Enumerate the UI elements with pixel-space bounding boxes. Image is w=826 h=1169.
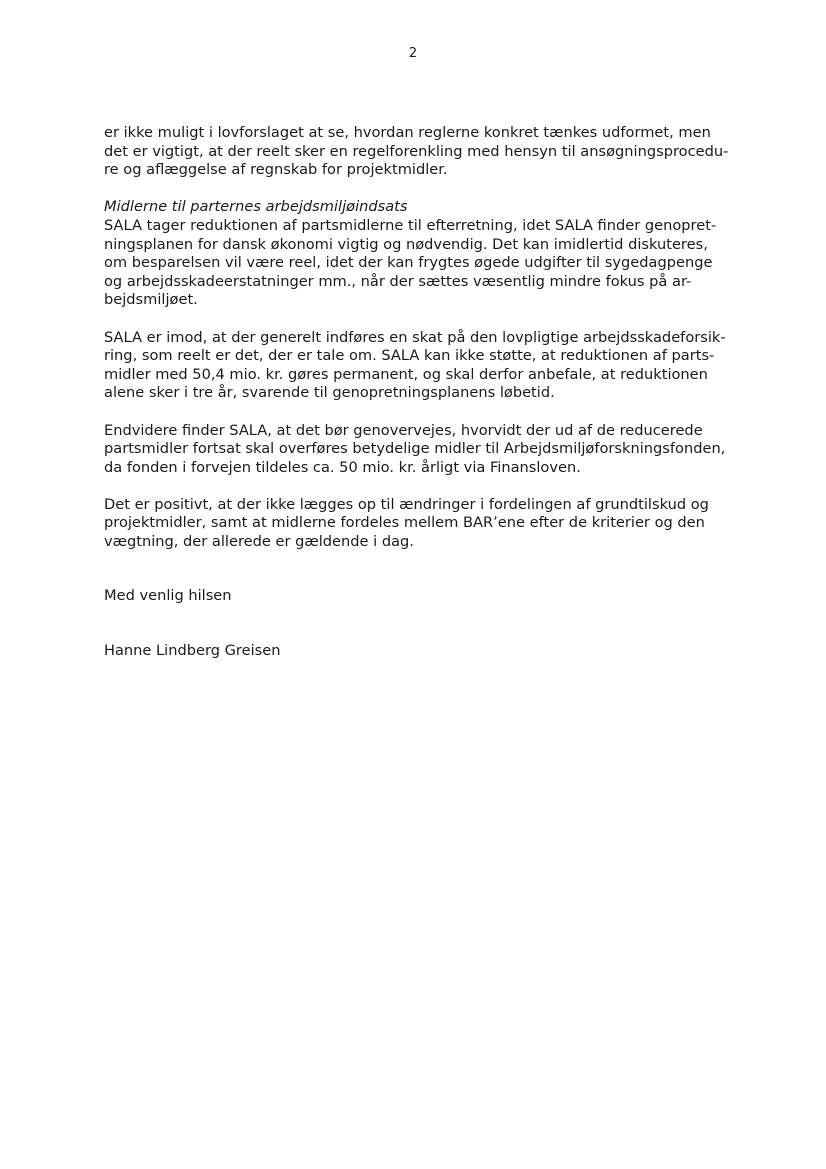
text-line: ningsplanen for dansk økonomi vigtig og nødvendig. Det kan imidlertid diskuteres,: [104, 235, 708, 253]
text-line: projektmidler, samt at midlerne fordeles mellem BAR’ene efter de kriterier og den: [104, 514, 705, 532]
paragraph-skat: [104, 329, 764, 403]
paragraph-fonden: [104, 422, 764, 478]
closing-salutation: Med venlig hilsen: [104, 587, 232, 604]
text-line: da fonden i forvejen tildeles ca. 50 mio. kr. årligt via Finansloven.: [104, 458, 581, 476]
text-line: og arbejdsskadeerstatninger mm., når der sættes væsentlig mindre fokus på ar-: [104, 272, 692, 290]
text-line: re og aflæggelse af regnskab for projektmidler.: [104, 161, 448, 179]
text-line: bejdsmiljøet.: [104, 291, 198, 309]
text-line: Det er positivt, at der ikke lægges op til ændringer i fordelingen af grundtilskud og: [104, 495, 709, 513]
signature-name: Hanne Lindberg Greisen: [104, 642, 281, 659]
paragraph-intro: [104, 124, 764, 180]
paragraph-partsmidler: [104, 198, 764, 310]
text-line: partsmidler fortsat skal overføres betydelige midler til Arbejdsmiljøforskningsfonden,: [104, 440, 726, 458]
text-line: SALA er imod, at der generelt indføres en skat på den lovpligtige arbejdsskadeforsik-: [104, 328, 726, 346]
section-heading: Midlerne til parternes arbejdsmiljøindsats: [104, 198, 408, 216]
page-number: 2: [408, 46, 418, 61]
text-line: det er vigtigt, at der reelt sker en regelforenkling med hensyn til ansøgningsprocedu-: [104, 142, 729, 160]
text-line: er ikke muligt i lovforslaget at se, hvordan reglerne konkret tænkes udformet, men: [104, 124, 711, 141]
paragraph-fordeling: [104, 496, 764, 552]
letter-body: [104, 124, 764, 570]
text-line: om besparelsen vil være reel, idet der kan frygtes øgede udgifter til sygedagpenge: [104, 254, 713, 272]
text-line: Endvidere finder SALA, at det bør genovervejes, hvorvidt der ud af de reducerede: [104, 421, 703, 439]
text-line: SALA tager reduktionen af partsmidlerne til efterretning, idet SALA finder genopret-: [104, 216, 717, 234]
text-line: ring, som reelt er det, der er tale om. SALA kan ikke støtte, at reduktionen af parts-: [104, 347, 715, 365]
text-line: vægtning, der allerede er gældende i dag.: [104, 533, 414, 551]
text-line: alene sker i tre år, svarende til genopretningsplanens løbetid.: [104, 384, 555, 402]
text-line: midler med 50,4 mio. kr. gøres permanent, og skal derfor anbefale, at reduktionen: [104, 365, 708, 383]
